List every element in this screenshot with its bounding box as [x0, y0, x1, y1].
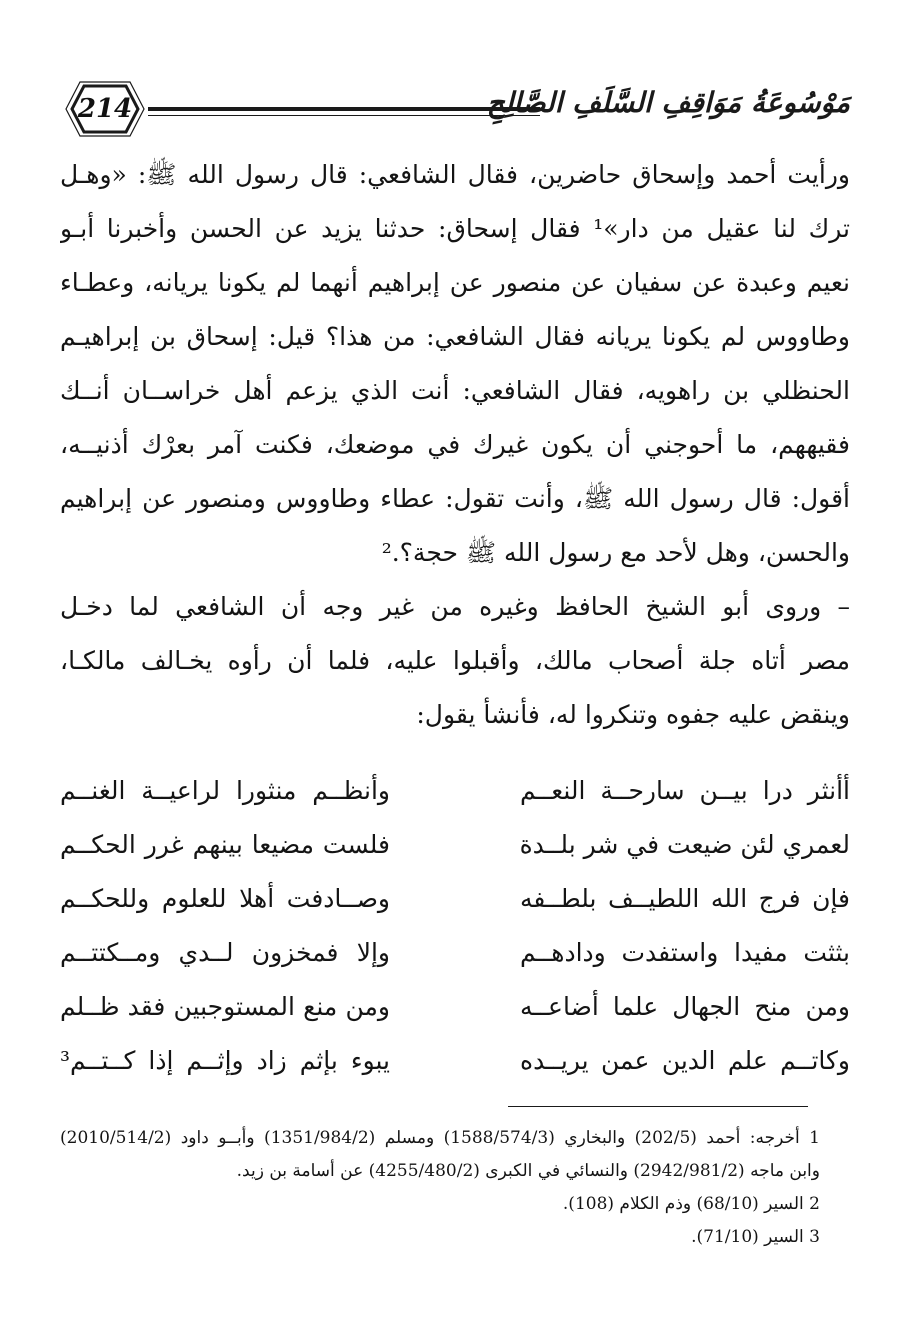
verse-first-hemistich: وكاتــم علم الدين عمن يريــده [520, 1046, 850, 1075]
text-line: ترك لنا عقيل من دار»¹ فقال إسحاق: حدثنا يزيد عن الحسن وأخبرنا أبـو [60, 214, 850, 243]
verse-second-hemistich: وإلا فمخزون لــدي ومــكتتــم [60, 938, 390, 967]
verse-second-hemistich: ومن منع المستوجبين فقد ظــلم [60, 992, 390, 1021]
header-rule [148, 107, 540, 116]
page-number: 214 [77, 94, 133, 124]
verse-second-hemistich: يبوء بإثم زاد وإثــم إذا كــتــم³ [60, 1046, 390, 1075]
text-line: فقيههم، ما أحوجني أن يكون غيرك في موضعك، فكنت آمر بعرْك أذنيــه، [60, 430, 850, 459]
verse-first-hemistich: أأنثر درا بيــن سارحــة النعــم [520, 776, 850, 805]
text-line: وينقض عليه جفوه وتنكروا له، فأنشأ يقول: [416, 700, 850, 729]
text-line: مصر أتاه جلة أصحاب مالك، وأقبلوا عليه، فلما أن رأوه يخـالف مالكـا، [60, 646, 850, 675]
page-number-badge [62, 80, 148, 138]
text-line: – وروى أبو الشيخ الحافظ وغيره من غير وجه أن الشافعي لما دخـل [60, 592, 850, 621]
footnote-line: 3 السير (71/10). [691, 1227, 820, 1247]
footnote-line: 2 السير (68/10) وذم الكلام (108). [562, 1194, 820, 1214]
verse-first-hemistich: لعمري لئن ضيعت في شر بلــدة [520, 830, 850, 859]
poem [60, 764, 850, 1088]
text-line: نعيم وعبدة عن سفيان عن منصور عن إبراهيم أنهما لم يكونا يريانه، وعطـاء [60, 268, 850, 297]
poem-verse [60, 764, 850, 818]
poem-verse [60, 926, 850, 980]
footnote-line: وابن ماجه (2942/981/2) والنسائي في الكبرى (4255/480/2) عن أسامة بن زيد. [236, 1161, 820, 1181]
poem-verse [60, 872, 850, 926]
verse-second-hemistich: وأنظــم منثورا لراعيــة الغنــم [60, 776, 390, 805]
verse-second-hemistich: وصــادفت أهلا للعلوم وللحكــم [60, 884, 390, 913]
verse-first-hemistich: فإن فرج الله اللطيــف بلطــفه [520, 884, 850, 913]
text-line: أقول: قال رسول الله ﷺ، وأنت تقول: عطاء وطاووس ومنصور عن إبراهيم [60, 484, 850, 513]
poem-verse [60, 1034, 850, 1088]
footnote-line: 1 أخرجه: أحمد (202/5) والبخاري (1588/574/3) ومسلم (1351/984/2) وأبــو داود (2010/514/2) [60, 1128, 820, 1148]
main-text [60, 148, 850, 742]
footnote-separator [508, 1106, 808, 1107]
poem-verse [60, 818, 850, 872]
poem-verse [60, 980, 850, 1034]
verse-first-hemistich: بثثت مفيدا واستفدت ودادهــم [520, 938, 850, 967]
text-line: الحنظلي بن راهويه، فقال الشافعي: أنت الذي يزعم أهل خراســان أنــك [60, 376, 850, 405]
footnotes [60, 1122, 820, 1254]
text-line: والحسن، وهل لأحد مع رسول الله ﷺ حجة؟.² [381, 538, 850, 567]
text-line: ورأيت أحمد وإسحاق حاضرين، فقال الشافعي: قال رسول الله ﷺ: «وهـل [60, 160, 850, 189]
verse-first-hemistich: ومن منح الجهال علما أضاعــه [520, 992, 850, 1021]
text-line: وطاووس لم يكونا يريانه فقال الشافعي: من هذا؟ قيل: إسحاق بن إبراهيـم [60, 322, 850, 351]
book-title: مَوْسُوعَةُ مَوَاقِفِ السَّلَفِ الصَّالِحِ [486, 86, 850, 119]
page-header [60, 80, 850, 150]
verse-second-hemistich: فلست مضيعا بينهم غرر الحكــم [60, 830, 390, 859]
